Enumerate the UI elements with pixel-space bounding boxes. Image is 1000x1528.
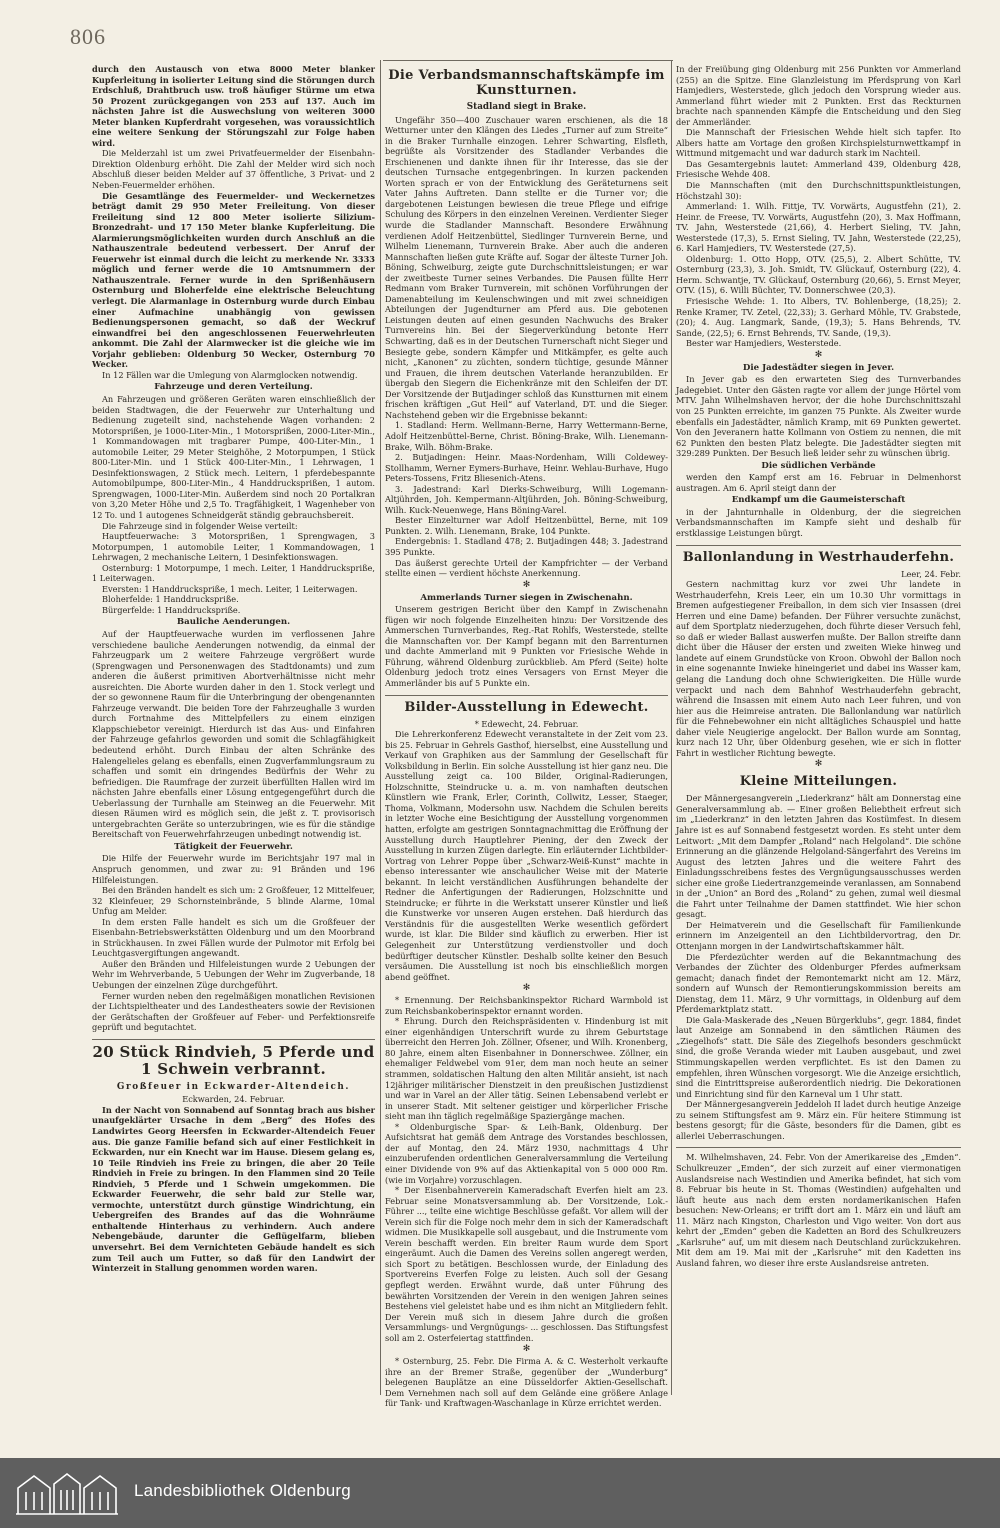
paragraph: 3. Jadestrand: Karl Dierks-Schweiburg, Willi Logemann-Altjührden, Joh. Kempermann-Altjührden, Joh. Böning-Schweiburg, Wilh. Kuck-Neuenwege, Hans Böning-Varel. (385, 483, 668, 515)
paragraph: Die Mannschaften (mit den Durchschnittspunktleistungen, Höchstzahl 30): (676, 180, 961, 201)
top-rule-middle (383, 60, 673, 61)
paragraph: Die Gala-Maskerade des „Neuen Bürgerklubs“, gegr. 1884, findet laut Anzeige am Sonnabend in den sämtlichen Räumen des „Ziegelhofs“ statt. Die Säle des Ziegelhofs besonders geschmückt sind, die große Veranda wieder mit Lauben ausgebaut, und zwei Stimmungskapellen werden verpflichtet. Es ist den Damen zu empfehlen, ihren Wünschen vorgesorgt. Wie die Anzeige ersichtlich, sind die Eintrittspreise außerordentlich niedrig. Die Dekorationen und Einrichtung sind für den Karneval um 1 Uhr statt. (676, 1014, 961, 1099)
separator-asterisk: ✻ (814, 349, 823, 360)
paragraph: An Fahrzeugen und größeren Geräten waren einschließlich der beiden Stadtwagen, die der Feuerwehr zur Unterhaltung und Bedienung zugeteilt sind, nachstehende Wagen vorhanden: 2 Motorsprißen, je 1000-Liter-Min., 1 Motorsprißen, 2000-Liter-Min., 1 Kommandowagen mit tragbarer Pumpe, 400-Liter-Min., 1 automobile Leiter, 29 Meter Steighöhe, 2 Motorpumpen, 1 Stück 800-Liter-Min. und 1 Stück 400-Liter-Min., 1 Lehrwagen, 1 Desinfektionswagen, 2 Stück mech. Leitern, 1 pferdebespannte Automobilpumpe, 800-Liter-Min., 4 Handdrucksprißen, 1 autom. Sprengwagen, 1000-Liter-Min. Außerdem sind noch 20 Portalkran von 3,20 Meter Höhe und 2,5 To. Tragfähigkeit, 1 Wagenheber von 12 To. und 1 autogenes Schneidgerät ständig gebrauchsbereit. (92, 393, 375, 520)
article-divider (92, 1039, 375, 1040)
separator-asterisk: ✻ (522, 983, 531, 994)
paragraph: * Ehrung. Durch den Reichspräsidenten v. Hindenburg ist mit einer eigenhändigen Unterschrift wurde zu ihrem Geburtstage überreicht den Herren Joh. Zöllner, Ofsener, und Wilh. Kronenberg, 80 Jahre, einem alten Eisenbahner in Donnerschwee. Zöllner, ein ehemaliger Feldwebel vom 91er, dem man noch heute an seiner strammen, soldatischen Haltung den alten Militär ansieht, ist nach 12jähriger militärischer Dienstzeit in den preußischen Justizdienst und war in Varel an der Aller tätig. Seinen Lebensabend verlebt er in unserer Stadt. Mit seltener geistiger und körperlicher Frische sieht man ihn täglich regelmäßige Spaziergänge machen. (385, 1016, 668, 1122)
paragraph: Friesische Wehde: 1. Ito Albers, TV. Bohlenberge, (18,25); 2. Renke Kramer, TV. Zetel, (22,33); 3. Gerhard Möhle, TV. Grabstede, (20); 4. Aug. Langmark, Sande, (19,3); 5. Hans Behrends, TV. Sande, (22,5); 6. Ernst Behrends, TV. Sande, (19,3). (676, 296, 961, 338)
section-heading: Die südlichen Verbände (761, 460, 876, 471)
column-rule-left (380, 60, 381, 1395)
section-heading: Endkampf um die Gaumeisterschaft (731, 495, 906, 506)
section-heading: Tätigkeit der Feuerwehr. (174, 841, 293, 852)
paragraph: Bester war Hamjediers, Westerstede. (686, 338, 842, 349)
paragraph: Außer den Bränden und Hilfeleistungen wurde 2 Uebungen der Wehr im Wehrverbande, 5 Uebungen der Wehr im Zugverbande, 18 Uebungen der einzelnen Züge durchgeführt. (92, 958, 375, 991)
paragraph: Der Männergesangverein Jeddeloh II ladet durch heutige Anzeige zu seinem Stiftungsfest am 9. März ein. Für heitere Stimmung ist bestens gesorgt; für die Gäste, besonders für die Damen, gibt es allerlei Ueberraschungen. (676, 1099, 961, 1141)
article-dateline: Leer, 24. Febr. (901, 568, 961, 579)
library-name: Landesbibliothek Oldenburg (134, 1481, 351, 1500)
paragraph: Eversten: 1 Handdruckspriße, 1 mech. Leiter, 1 Leiterwagen. (102, 583, 358, 594)
library-building-logo-icon (14, 1470, 120, 1516)
article-divider (385, 695, 668, 696)
paragraph: 2. Butjadingen: Heinr. Maas-Nordenham, Willi Coldewey-Stollhamm, Werner Eymers-Burhave, Heinr. Wehlau-Burhave, Hugo Peters-Tossens, Fritz Bliesenich-Atens. (385, 452, 668, 484)
paragraph: Die Melderzahl ist um zwei Privatfeuermelder der Eisenbahn-Direktion Oldenburg erhöht. Die Zahl der Melder wird sich noch Abschluß dieser beiden Melder auf 37 öffentliche, 3 Privat- und 2 Neben-Feuermelder erhöhen. (92, 148, 375, 191)
paragraph: * Der Eisenbahnerverein Kameradschaft Everfen hielt am 23. Februar seine Monatsversammlung ab. Der Vorsitzende, Lok.-Führer ..., teilte eine wichtige Beschlüsse gefaßt. Vor allem will der Verein sich für die Folge noch mehr dem in sich der Kameradschaft widmen. Die Musikkapelle soll ausgebaut, und die Instrumente vom Verein beschafft werden. Ein breiter Raum wurde dem Sport eingeräumt. Auch die Damen des Vereins sollen angeregt werden, sich Sport zu betätigen. Beschlossen wurde, der Einladung des Sportvereins Everfen Folge zu leisten. Auch soll der Gesang gepflegt werden. Erwähnt wurde, daß unter Führung des bewährten Vorsitzenden der Verein in den wenigen Jahren seines Bestehens viel geleistet habe und es ihm nicht an Mitgliedern fehlt. Der Verein muß sich in diesem Jahre durch die großen Versammlungs- und Vergnügungs- ... geschlossen. Das Stiftungsfest soll am 2. Osterfeiertag stattfinden. (385, 1185, 668, 1343)
article-headline: Kleine Mitteilungen. (739, 774, 898, 790)
paragraph: werden den Kampf erst am 16. Februar in Delmenhorst austragen. Am 6. April steigt dann der (676, 472, 961, 493)
paragraph: in der Jahnturnhalle in Oldenburg, der die siegreichen Verbandsmannschaften im Kampfe sieht und deshalb für erstklassige Leistungen bürgt. (676, 506, 961, 538)
paragraph: Das Gesamtergebnis lautet: Ammerland 439, Oldenburg 428, Friesische Wehde 408. (676, 158, 961, 180)
page-number: 806 (70, 24, 106, 49)
paragraph: Das äußerst gerechte Urteil der Kampfrichter — der Verband stellte einen — verdient höchste Anerkennung. (385, 557, 668, 579)
paragraph: Bei den Bränden handelt es sich um: 2 Großfeuer, 12 Mittelfeuer, 32 Kleinfeuer, 29 Schornsteinbrände, 5 blinde Alarme, 10mal Unfug am Melder. (92, 885, 375, 917)
separator-asterisk: ✻ (814, 759, 823, 770)
paragraph: * Ernennung. Der Reichsbankinspektor Richard Warmbold ist zum Reichsbankoberinspektor ernannt worden. (385, 995, 668, 1016)
paragraph: Die Fahrzeuge sind in folgender Weise verteilt: (102, 520, 298, 531)
article-headline: 20 Stück Rindvieh, 5 Pferde und 1 Schwein verbrannt. (92, 1042, 375, 1078)
paragraph: In dem ersten Falle handelt es sich um die Großfeuer der Eisenbahn-Betriebswerkstätten Oldenburg und um den Moorbrand in Strückhausen. In zwei Fällen wurde der Pulmotor mit Erfolg bei Leuchtgasvergiftungen angewandt. (92, 916, 375, 959)
column-1 (92, 64, 375, 1389)
article-kicker: Stadland siegt in Brake. (466, 102, 587, 112)
article-divider (676, 1147, 961, 1148)
paragraph: * Oldenburgische Spar- & Leih-Bank, Oldenburg. Der Aufsichtsrat hat gemäß dem Antrage des Vorstandes beschlossen, der auf Montag, den 24. März 1930, nachmittags 4 Uhr einzuberufenden ordentlichen Generalversammlung die Verteilung einer Dividende von 9% auf das Aktienkapital von 5 000 000 Rm. (wie im Vorjahre) vorzuschlagen. (385, 1121, 668, 1185)
paragraph: M. Wilhelmshaven, 24. Febr. Von der Amerikareise des „Emden“. Schulkreuzer „Emden“, der sich zurzeit auf einer viermonatigen Auslandsreise nach Westindien und Amerika befindet, hat sich vom 8. Februar bis heute in St. Thomas (Westindien) aufgehalten und läuft heute aus nach dem ersten nordamerikanischen Hafen besuchen: New-Orleans; er trifft dort am 1. März ein und läuft am 11. März nach Kingston, Charleston und Vigo weiter. Von dort aus kehrt der „Emden“ geben die Kadetten an Bord des Schulkreuzers „Karlsruhe“ auf, um mit diesem nach Deutschland zurückzukehren. Mit dem am 19. Mai mit der „Karlsruhe“ mit den Kadetten ins Ausland fahren, wo dieser ihre erste Auslandsreise antreten. (676, 1152, 961, 1268)
paragraph: In der Nacht von Sonnabend auf Sonntag brach aus bisher unaufgeklärter Ursache in dem „Berg“ des Hofes des Landwirtes Georg Heersfen in Eckwarder-Altendeich Feuer aus. Die ganze Familie befand sich auf einer Festlichkeit in Eckwarden, nur ein Knecht war im Hause. Diesem gelang es, 10 Teile Rindvieh ins Freie zu bringen, die aber 20 Teile Rindvieh in Freie zu bringen. In den Flammen sind 20 Teile Rindvieh, 5 Pferde und 1 Schwein umgekommen. Die Eckwarder Feuerwehr, die sehr bald zur Stelle war, vermochte, unterstützt durch günstige Windrichtung, ein Uebergreifen des Brandes auf das die Wohnräume enthaltende Hinterhaus zu verhindern. Auch andere Nebengebäude, darunter die Geflügelfarm, blieben unversehrt. Bei dem Vernichteten Gebäude handelt es sich zum Teil auch um Futter, so daß für den Landwirt der Winterzeit in Stallung genommen worden waren. (92, 1104, 375, 1274)
paragraph: Bloherfelde: 1 Handdruckspriße. (102, 594, 239, 605)
article-headline: Ballonlandung in Westrhauderfehn. (682, 549, 955, 565)
paragraph: In Jever gab es den erwarteten Sieg des Turnverbandes Jadegebiet. Unter den Gästen ragte vor allem der junge Hörtel vom MTV. Jahn Wilhelmshaven hervor, der die hohe Durchschnittszahl von 25 Punkten erreichte, im ganzen 75 Punkte. Als Zweiter wurde ebenfalls ein Jadestädter, nämlich Kramp, mit 69 Punkten gewertet. Von den Jeveranern hatte Kollmann von Ostiem zu nennen, die mit 62 Punkten den besten Platz belegte. Die Jadestädter siegten mit 329:289 Punkten. Der Besuch ließ leider sehr zu wünschen übrig. (676, 374, 961, 459)
library-footer (0, 1458, 1000, 1528)
paragraph: In 12 Fällen war die Umlegung von Alarmglocken notwendig. (102, 369, 358, 380)
paragraph: Endergebnis: 1. Stadland 478; 2. Butjadingen 448; 3. Jadestrand 395 Punkte. (385, 536, 668, 557)
article-kicker: Großfeuer in Eckwarder-Altendeich. (116, 1081, 351, 1092)
paragraph: Der Heimatverein und die Gesellschaft für Familienkunde erinnern im Anzeigenteil an den Lichtbildervortrag, den Dr. Ottenjann morgen in der Landwirtschaftskammer hält. (676, 919, 961, 952)
paragraph: Die Hilfe der Feuerwehr wurde im Berichtsjahr 197 mal in Anspruch genommen, und zwar zu: 91 Bränden und 196 Hilfeleistungen. (92, 853, 375, 885)
paragraph: Der Männergesangverein „Liederkranz“ hält am Donnerstag eine Generalversammlung ab. — Einer großen Beliebtheit erfreut sich im „Liederkranz“ in den letzten Jahren das Kostümfest. In diesem Jahre ist es auf Sonnabend festgesetzt worden. Es steht unter dem Leitwort: „Mit dem Dampfer „Roland“ nach Helgoland“. Die schöne Erinnerung an die glänzende Helgoland-Sängerfahrt des Vereins im August des letzten Jahres und die weitere Fahrt des Einladungsschreibens festes des Vergnügungsausschusses werden sicher eine große Liedertranzgemeinde veranlassen, am Sonnabend in der „Union“ an Bord des „Roland“ zu gehen, zumal weil diesmal die Fahrt unter Teilnahme der Damen stattfindet. Wie hier schon gesagt. (676, 793, 961, 920)
section-heading: Fahrzeuge und deren Verteilung. (154, 382, 313, 393)
article-divider (676, 545, 961, 546)
paragraph: Ungefähr 350—400 Zuschauer waren erschienen, als die 18 Wetturner unter den Klängen des Liedes „Turner auf zum Streite“ in die Braker Turnhalle einzogen. Lehrer Schwarting, Elsfleth, begrüßte als Vorsitzender des Stadlander Verbandes die Erschienenen und dankte ihnen für ihr Interesse, das sie der deutschen Turnsache entgegenbringen. In kurzen packenden Worten sprach er von der Entwicklung des Geräteturnens seit Vater Jahns Auftreten. Dann stellte er die Turner vor; die dargebotenen Leistungen bewiesen die treue Pflege und eifrige Schulung des Körpers in den einzelnen Vereinen. Verdienter Sieger wurde die Stadlander Mannschaft. Besondere Erwähnung verdienen Adolf Heitzenbüttel, Siedlinger Turnverein Berne, und Wilhelm Lienemann, Turnverein Brake. Aber auch die anderen Mannschaften ließen gute Kräfte auf. Sogar der älteste Turner Joh. Böning, Schweiburg, zeigte gute Durchschnittsleistungen; er war der zweitbeste Turner seines Verbandes. Die Pausen füllte Herr Redmann vom Braker Turnverein, mit schönen Vorführungen der Damenabteilung im Keulenschwingen und mit zwei schneidigen Abteilungen der Jugendturner am Pferd aus. Die gebotenen Leistungen deuten auf einen gesunden Nachwuchs des Braker Turnvereins hin. Bei der Siegerverkündung betonte Herr Schwarting, daß es in der Deutschen Turnerschaft nicht Sieger und Besiegte gebe, sondern Kämpfer und Mitkämpfer, es gelte auch nicht, „Kanonen“ zu züchten, sondern tüchtige, gesunde Männer und Frauen, die ihrem deutschen Vaterlande heranzubilden. Er übergab den Siegern die Eichenkränze mit den Schleifen der DT. Der Vorsitzende der Butjadinger schloß das Kunstturnen mit einem frischen kräftigen „Gut Heil“ auf Vaterland, DT. und die Sieger. Nachstehend geben wir die Ergebnisse bekannt: (385, 114, 668, 420)
paragraph: 1. Stadland: Herm. Wellmann-Berne, Harry Wettermann-Berne, Adolf Heitzenbüttel-Berne, Christ. Böning-Brake, Wilh. Lienemann-Brake, Wilh. Böhm-Brake. (385, 420, 668, 452)
paragraph: Osternburg: 1 Motorpumpe, 1 mech. Leiter, 1 Handdruckspriße, 1 Leiterwagen. (92, 562, 375, 584)
section-heading: Die Jadestädter siegen in Jever. (742, 362, 895, 373)
separator-asterisk: ✻ (522, 1344, 531, 1355)
paragraph: * Osternburg, 25. Febr. Die Firma A. & C. Westerholt verkaufte ihre an der Bremer Straße, gegenüber der „Wunderburg“ belegenen Bauplätze an eine Düsseldorfer Aktien-Gesellschaft. Dem Vernehmen nach soll auf dem Gelände eine größere Anlage für Tank- und Kraftwagen-Waschanlage in Kürze errichtet werden. (385, 1356, 668, 1409)
paragraph: Die Pferdezüchter werden auf die Bekanntmachung des Verbandes der Züchter des Oldenburger Pferdes aufmerksam gemacht; danach findet der Remontemarkt nicht am 12. März, sondern auf Wunsch der Remontierungskommission bereits am Dienstag, dem 11. März, 9 Uhr vormittags, in Oldenburg auf dem Pferdemarktplatz statt. (676, 951, 961, 1015)
paragraph: Ferner wurden neben den regelmäßigen monatlichen Revisionen der Lichtspieltheater und des Landestheaters sowie der Revisionen der Gerätschaften der Großfeuer auf Feber- und Perfektionsreife geprüft und begutachtet. (92, 990, 375, 1033)
paragraph: In der Freiübung ging Oldenburg mit 256 Punkten vor Ammerland (255) an die Spitze. Eine Glanzleistung im Pferdsprung von Karl Hamjediers, Westerstede, glich jedoch den Vorsprung wieder aus. Ammerland führt wieder mit 2 Punkten. Erst das Reckturnen brachte nach spannenden Kämpfe die Entscheidung und den Sieg der Ammerländer. (676, 64, 961, 127)
paragraph: durch den Austausch von etwa 8000 Meter blanker Kupferleitung in isolierter Leitung sind die Störungen durch Erdschluß, Drahtbruch usw. troß häufiger Stürme um etwa 50 Prozent zurückgegangen von 253 auf 137. Auch im nächsten Jahre ist die Auswechslung von weiteren 3000 Meter blanken Kupferdraht vorgesehen, was voraussichtlich eine weitere Senkung der Störungszahl zur Folge haben wird. (92, 64, 375, 148)
article-headline: Die Verbandsmannschaftskämpfe im Kunstturnen. (388, 68, 665, 98)
column-3 (676, 64, 961, 1394)
paragraph: Bester Einzelturner war Adolf Heitzenbüttel, Berne, mit 109 Punkten. 2. Wilh. Lienemann, Brake, 104 Punkte. (385, 515, 668, 536)
separator-asterisk: ✻ (522, 579, 531, 590)
paragraph: Hauptfeuerwache: 3 Motorsprißen, 1 Sprengwagen, 3 Motorpumpen, 1 automobile Leiter, 1 Kommandowagen, 1 Lehrwagen, 2 mechanische Leitern, 1 Desinfektionswagen. (92, 531, 375, 563)
paragraph: Die Lehrerkonferenz Edewecht veranstaltete in der Zeit vom 23. bis 25. Februar in Gehrels Gasthof, hierselbst, eine Ausstellung und Verkauf von Graphiken aus der Sammlung der Gesellschaft für Volksbildung in Berlin. Ein solche Ausstellung ist hier ganz neu. Die Ausstellung zeigt ca. 100 Bilder, Original-Radierungen, Holzschnitte, Steindrucke u. a. m. von namhaften deutschen Künstlern wie Frank, Erler, Corinth, Collwitz, Lesser, Staeger, Thoma, Volkmann, Modersohn usw. Nachdem die Schulen bereits in letzter Woche eine Besichtigung der Ausstellung vorgenommen hatten, erfolgte am gestrigen Sonntagnachmittag die Eröffnung der Ausstellung durch Hauptlehrer Piening, der den Zweck der Ausstellung in kurzen Zügen darlegte. Ein erläuternder Lichtbilder-Vortrag von Lehrer Poppe über „Schwarz-Weiß-Kunst“ machte in ebenso interessanter wie anschaulicher Weise mit der Materie bekannt. In leicht verständlichen Ausführungen behandelte der Redner die Anfertigungen der Radierungen, Holzschnitte und Steindrucke; er führte in die Werkstatt unserer Künstler und ließ die Kunstwerke vor unseren Augen erstehen. Daß hierdurch das Verständnis für die ausgestellten Werke wesentlich gefördert wurde, ist klar. Die Bilder sind käuflich zu erwerben. Hier ist Gelegenheit zur Unterstützung verdienstvoller und doch bedürftiger deutscher Künstler. Deshalb sollte keiner den Besuch versäumen. Die Ausstellung ist noch bis einschließlich morgen abend geöffnet. (385, 729, 668, 982)
paragraph: Die Mannschaft der Friesischen Wehde hielt sich tapfer. Ito Albers hatte am Vortage den großen Kirchspielsturnwettkampf in Wittmund mitgemacht und war dadurch stark im Nachteil. (676, 127, 961, 159)
paragraph: Unserem gestrigen Bericht über den Kampf in Zwischenahn fügen wir noch folgende Einzelheiten hinzu: Der Vorsitzende des Ammerschen Turnverbandes, Reg.-Rat Rohlfs, Westerstede, stellte die Mannschaften vor. Der Kampf begann mit den Barrenturnen und dachte Ammerland mit 9 Punkten vor Friesische Wehde in Führung, während Oldenburg zurückblieb. Am Pferd (Seite) holte Oldenburg jedoch trotz eines Versagers von Ernst Meyer die Ammerländer bis auf 5 Punkte ein. (385, 604, 668, 688)
paragraph: Bürgerfelde: 1 Handdruckspriße. (102, 604, 241, 615)
article-dateline: Eckwarden, 24. Februar. (182, 1094, 285, 1105)
article-dateline: * Edewecht, 24. Februar. (474, 718, 579, 729)
section-heading: Ammerlands Turner siegen in Zwischenahn. (420, 592, 633, 603)
paragraph: Ammerland: 1. Wilh. Fittje, TV. Vorwärts, Augustfehn (21), 2. Heinr. de Freese, TV. Vorwärts, Augustfehn (20), 3. Max Hoffmann, TV. Jahn, Westerstede (21,66), 4. Herbert Sieling, TV. Jahn, Westerstede (17,3), 5. Ernst Sieling, TV. Jahn, Westerstede (22,25), 6. Karl Hamjediers, TV. Westerstede (27,5). (676, 201, 961, 254)
paragraph: Die Gesamtlänge des Feuermelder- und Weckernetzes beträgt damit 29 950 Meter Freileitung. Von dieser Freileitung sind 12 800 Meter isolierte Silizium-Bronzedraht- und 17 150 Meter blanke Kupferleitung. Die Alarmierungsmöglichkeiten wurden durch Anschluß an die Nathauszentrale bedeutend verbessert. Der Anruf der Feuerwehr ist einmal durch die leicht zu merkende Nr. 3333 möglich und ferner werde die 10 Amtsnummern der Nathauszentrale. Ferner wurde in den Sprißenhäusern Osternburg und Bloherfelde eine elektrische Beleuchtung verlegt. Die Alarmanlage in Osternburg wurde durch Einbau einer Aufmachine unabhängig von gewissen Bedienungspersonen gemacht, so daß der Weckruf einwandfrei bei den angeschlossenen Feuerwehrleuten ankommt. Die Zahl der Alarmwecker ist die gleiche wie im Vorjahr geblieben: Oldenburg 50 Wecker, Osternburg 70 Wecker. (92, 190, 375, 370)
column-2 (385, 64, 668, 1409)
section-heading: Bauliche Aenderungen. (176, 617, 291, 628)
article-headline: Bilder-Ausstellung in Edewecht. (404, 699, 649, 715)
paragraph: Auf der Hauptfeuerwache wurden im verflossenen Jahre verschiedene bauliche Aenderungen notwendig, da einmal der Fahrzeugpark um 2 weitere Fahrzeuge vergrößert wurde (Sprengwagen und Personenwagen des Stadtdonamts) und zum anderen die äußerst primitiven Abortverhältnisse nicht mehr ausreichten. Die Aborte wurden daher in den 1. Stock verlegt und der so gewonnene Raum für die Unterbringung der obengenannten Fahrzeuge verwandt. Die beiden Tore der Fahrzeughalle 3 wurden durch Fortnahme des Mittelpfeilers zu einem einzigen Klappschiebetor vereinigt. Hierdurch ist das Aus- und Einfahren der Fahrzeuge gefahrlos geworden und somit die Schlagfähigkeit bedeutend erhöht. Durch Einbau der alten Schränke des Halengelieles gelang es ebenfalls, einen Zugverfammlungsraum zu schaffen und somit ein dringendes Bedürfnis der Wehr zu befriedigen. Die Raumfrage der zurzeit überfüllten Hallen wird im nächsten Jahre ebenfalls einer Lösung entgegengeführt durch die Ueberlassung der Turnhalle am Steinweg an die Feuerwehr. Mit diesen Räumen wird es möglich sein, die jeßt z. T. provisorisch untergebrachten Geräte so unterzubringen, wie es für die ständige Bereitschaft von Feuerwehrfahrzeugen unbedingt notwendig ist. (92, 628, 375, 840)
paragraph: Oldenburg: 1. Otto Hopp, OTV. (25,5), 2. Albert Schütte, TV. Osternburg (23,3), 3. Joh. Smidt, TV. Glückauf, Osternburg (22), 4. Herm. Schwantje, TV. Glückauf, Osternburg (20,66), 5. Ernst Meyer, OTV. (15), 6. Willi Büchter, TV. Donnerschwee (20,3). (676, 253, 961, 296)
paragraph: Gestern nachmittag kurz vor zwei Uhr landete in Westrhauderfehn, Kreis Leer, ein um 10.30 Uhr vormittags in Bremen aufgestiegener Freiballon, in dem sich vier Insassen (drei Herren und eine Dame) befanden. Der Führer versuchte zunächst, auf dem Sportplatz niederzugehen, doch führte dieser Versuch fehl, so daß er wieder Ballast auswerfen mußte. Der Ballon streifte dann dicht über die Häuser der ersten und zweiten Wieke hinweg und landete auf einem Grundstücke von Kroon. Obwohl der Ballon noch in eine sogenannte Inwieke hineingeriet und dabei ins Wasser kam, gelang die Landung doch ohne Schwierigkeiten. Die Hülle wurde verpackt und nach dem Bahnhof Westrhauderfehn gebracht, während die Insassen mit einem Auto nach Leer fuhren, und von hier aus die Heimreise antraten. Die Ballonlandung war natürlich für die Fehnebewohner ein nicht alltägliches Schauspiel und hatte daher viele Neugierige angelockt. Der Ballon wurde am Sonntag, kurz nach 12 Uhr, über Oldenburg gesehen, wie er sich in flotter Fahrt in westlicher Richtung bewegte. (676, 579, 961, 758)
column-rule-right (671, 60, 672, 1395)
